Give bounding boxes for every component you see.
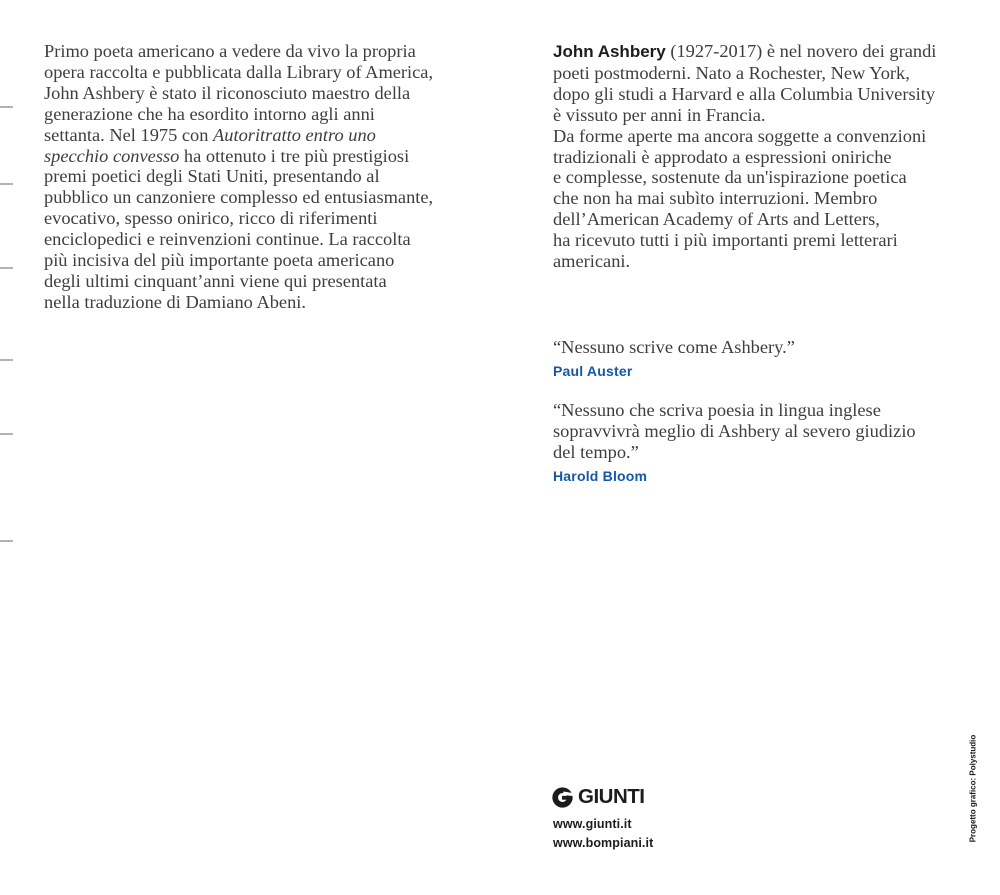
crop-mark (0, 433, 13, 435)
quote-line: sopravvivrà meglio di Ashbery al severo giudizio (553, 420, 916, 441)
website-bompiani: www.bompiani.it (553, 836, 654, 850)
paragraph-line: premi poetici degli Stati Uniti, presentando al (44, 166, 380, 187)
paragraph-line: opera raccolta e pubblicata dalla Library of America, (44, 61, 434, 82)
paragraph-line: enciclopedici e reinvenzioni continue. La raccolta (44, 229, 411, 250)
paragraph-line: dopo gli studi a Harvard e alla Columbia University (553, 83, 936, 104)
crop-mark (0, 106, 13, 108)
paragraph-line (553, 41, 936, 63)
book-title-italic: specchio convesso (44, 145, 180, 166)
paragraph-line: Primo poeta americano a vedere da vivo la propria (44, 41, 416, 61)
paragraph-line: più incisiva del più importante poeta americano (44, 250, 395, 271)
giunti-logo (551, 785, 644, 809)
paragraph-line: ha ricevuto tutti i più importanti premi letterari (553, 230, 898, 251)
quote-author: Paul Auster (553, 362, 633, 379)
text-run: (1927-2017) è nel novero dei grandi (665, 41, 937, 61)
crop-mark (0, 267, 13, 269)
paragraph-line: e complesse, sostenute da un'ispirazione poetica (553, 167, 907, 188)
quote-auster (553, 337, 795, 382)
left-flap-paragraph (44, 41, 433, 313)
paragraph-line: tradizionali è approdato a espressioni oniriche (553, 146, 892, 167)
paragraph-line: degli ultimi cinquant’anni viene qui presentata (44, 270, 387, 291)
paragraph-line: poeti postmoderni. Nato a Rochester, New York, (553, 62, 910, 83)
crop-mark (0, 540, 13, 542)
paragraph-line: dell’American Academy of Arts and Letters, (553, 209, 880, 230)
text-run: settanta. Nel 1975 con (44, 124, 214, 145)
crop-mark (0, 359, 13, 361)
paragraph-line: generazione che ha esordito intorno agli anni (44, 103, 375, 124)
book-title-italic: Autoritratto entro uno (213, 124, 376, 145)
text-run: ha ottenuto i tre più prestigiosi (179, 145, 410, 166)
quote-bloom (553, 400, 916, 487)
paragraph-line: John Ashbery è stato il riconosciuto maestro della (44, 82, 411, 103)
crop-mark (0, 183, 13, 185)
website-giunti: www.giunti.it (553, 817, 632, 831)
paragraph-line: evocativo, spesso onirico, ricco di riferimenti (44, 208, 378, 229)
paragraph-line: pubblico un canzoniere complesso ed entusiasmante, (44, 187, 434, 208)
quote-author: Harold Bloom (553, 467, 648, 484)
paragraph-line: nella traduzione di Damiano Abeni. (44, 291, 306, 312)
quote-line: “Nessuno che scriva poesia in lingua inglese (553, 400, 881, 420)
design-credit: Progetto grafico: Polystudio (968, 734, 978, 843)
quote-line: del tempo.” (553, 441, 639, 462)
paragraph-line (44, 125, 433, 146)
paragraph-line: è vissuto per anni in Francia. (553, 104, 766, 125)
author-bio (553, 41, 936, 272)
paragraph-line: americani. (553, 251, 631, 272)
paragraph-line: che non ha mai subìto interruzioni. Membro (553, 188, 878, 209)
paragraph-line: Da forme aperte ma ancora soggette a convenzioni (553, 125, 927, 146)
giunti-g-icon (551, 786, 574, 809)
paragraph-line (44, 146, 433, 167)
quote-line: “Nessuno scrive come Ashbery.” (553, 337, 795, 357)
author-name-bold: John Ashbery (553, 42, 666, 61)
publisher-name: GIUNTI (578, 785, 645, 808)
